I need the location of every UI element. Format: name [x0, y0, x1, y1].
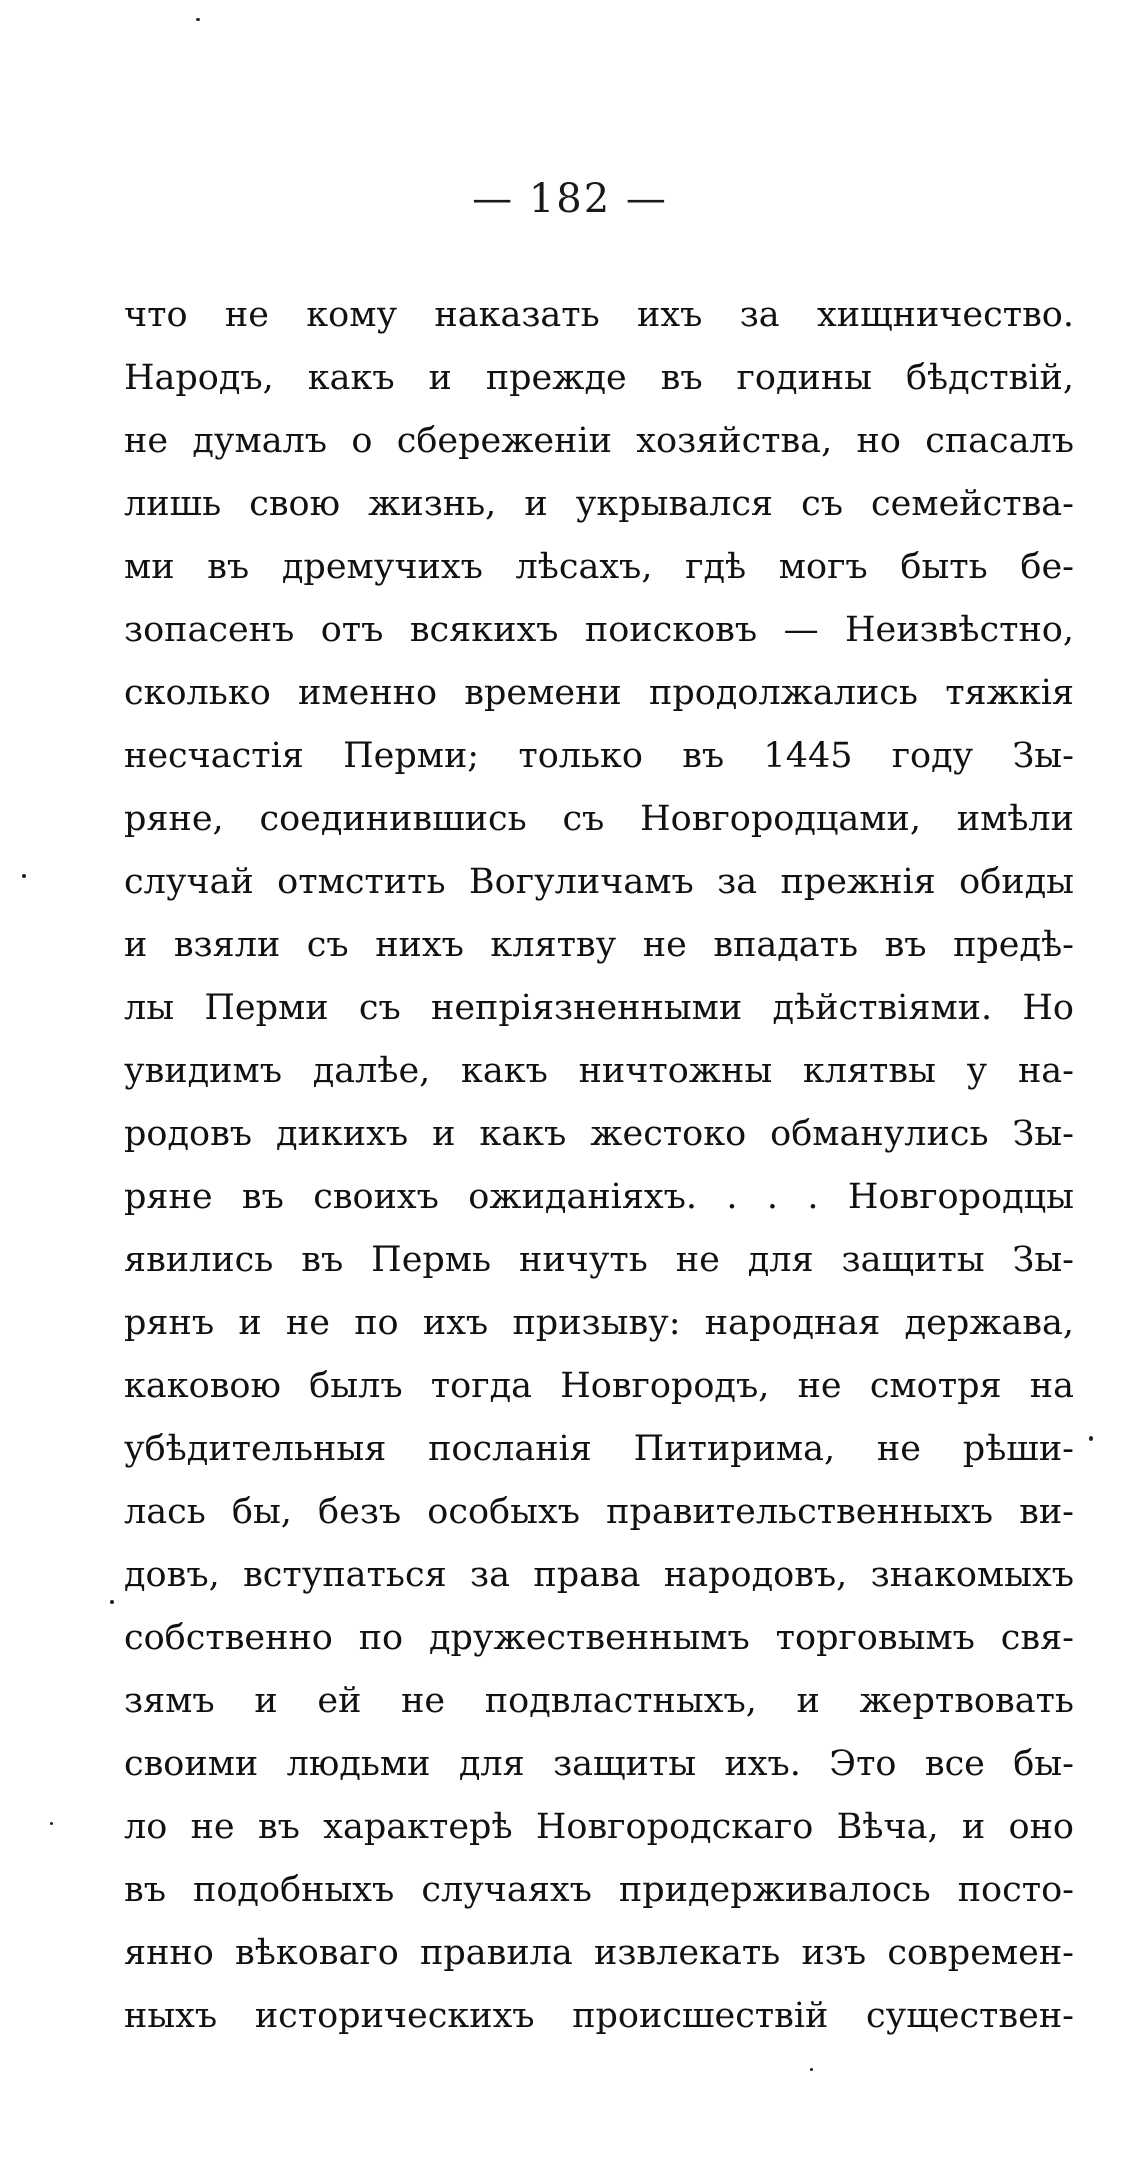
text-line: каковою былъ тогда Новгородъ, не смотря на: [124, 1366, 1074, 1406]
text-line: своими людьми для защиты ихъ. Это все бы-: [124, 1744, 1074, 1784]
text-line: и взяли съ нихъ клятву не впадать въ предѣ-: [124, 925, 1074, 965]
text-line: не думалъ о сбереженіи хозяйства, но спасалъ: [124, 421, 1074, 461]
text-line: янно вѣковаго правила извлекать изъ современ-: [124, 1933, 1074, 1973]
text-line: зямъ и ей не подвластныхъ, и жертвовать: [124, 1681, 1074, 1721]
text-line: сколько именно времени продолжались тяжкія: [124, 673, 1074, 713]
text-line: Народъ, какъ и прежде въ годины бѣдствій,: [124, 358, 1074, 398]
scan-speck: [810, 2068, 813, 2071]
text-line: рянъ и не по ихъ призыву: народная держава,: [124, 1303, 1074, 1343]
scan-speck: [1089, 1436, 1093, 1441]
text-line: лы Перми съ непріязненными дѣйствіями. Но: [124, 988, 1074, 1028]
text-line: зопасенъ отъ всякихъ поисковъ — Неизвѣстно,: [124, 610, 1074, 650]
scan-speck: [50, 1822, 53, 1825]
scan-speck: [196, 18, 200, 21]
text-line: собственно по дружественнымъ торговымъ свя-: [124, 1618, 1074, 1658]
text-line: ныхъ историческихъ происшествій существен-: [124, 1996, 1074, 2036]
page-number: — 182 —: [472, 176, 668, 222]
text-line: ми въ дремучихъ лѣсахъ, гдѣ могъ быть бе-: [124, 547, 1074, 587]
body-text: [124, 284, 1074, 2048]
text-line: довъ, вступаться за права народовъ, знакомыхъ: [124, 1555, 1074, 1595]
text-line: явились въ Пермь ничуть не для защиты Зы-: [124, 1240, 1074, 1280]
text-line: ряне въ своихъ ожиданіяхъ. . . . Новгородцы: [124, 1177, 1074, 1217]
text-line: въ подобныхъ случаяхъ придерживалось посто-: [124, 1870, 1074, 1910]
text-line: лась бы, безъ особыхъ правительственныхъ ви-: [124, 1492, 1074, 1532]
text-line: несчастія Перми; только въ 1445 году Зы-: [124, 736, 1074, 776]
text-line: увидимъ далѣе, какъ ничтожны клятвы у на-: [124, 1051, 1074, 1091]
text-line: что не кому наказать ихъ за хищничество.: [124, 295, 1074, 335]
text-line: случай отмстить Вогуличамъ за прежнія обиды: [124, 862, 1074, 902]
text-line: ло не въ характерѣ Новгородскаго Вѣча, и оно: [124, 1807, 1074, 1847]
text-line: ряне, соединившись съ Новгородцами, имѣли: [124, 799, 1074, 839]
scan-speck: [22, 874, 26, 878]
text-line: родовъ дикихъ и какъ жестоко обманулись Зы-: [124, 1114, 1074, 1154]
text-line: убѣдительныя посланія Питирима, не рѣши-: [124, 1429, 1074, 1469]
scan-speck: [110, 1600, 114, 1604]
text-line: лишь свою жизнь, и укрывался съ семейства-: [124, 484, 1074, 524]
